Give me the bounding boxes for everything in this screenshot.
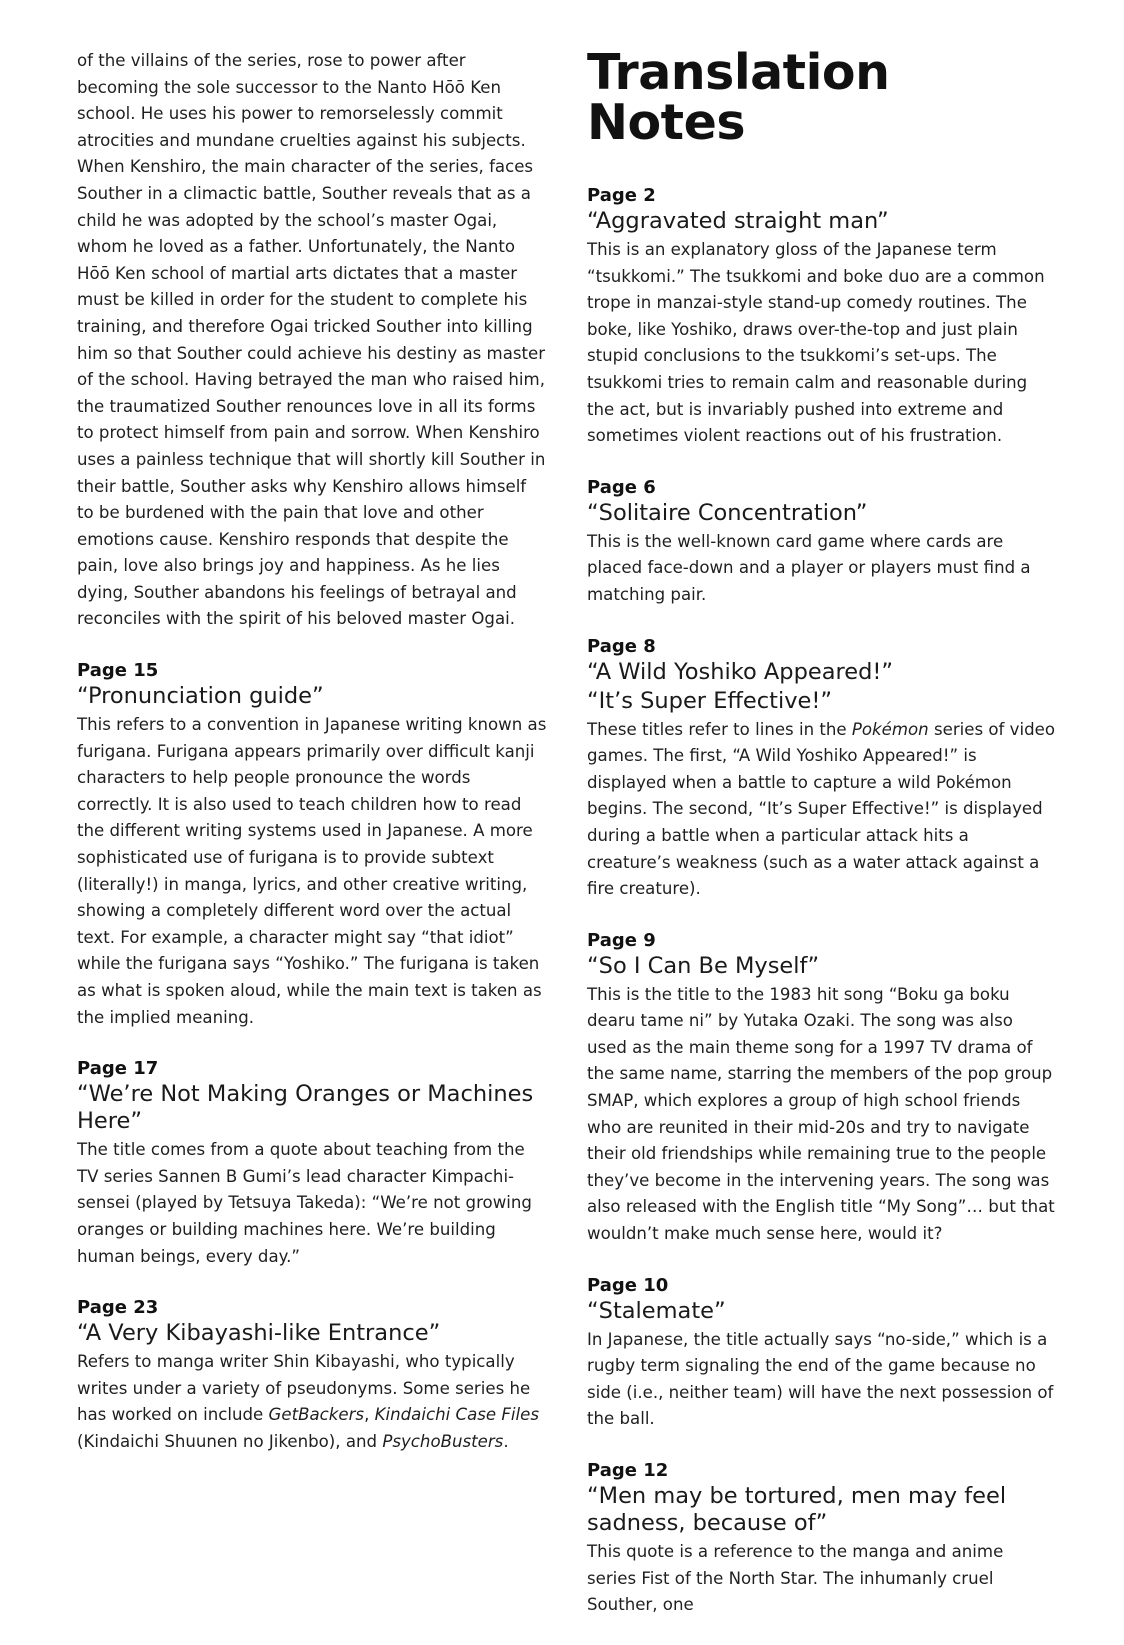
work-title: GetBackers (268, 1405, 365, 1425)
note-page-15 (77, 659, 547, 1031)
note-body (77, 1349, 547, 1455)
note-title: “So I Can Be Myself” (587, 952, 820, 979)
note-body-end: series of video games. The first, “A Wild Yoshiko Appeared!” is displayed when a battle to capture a wild Pokémon begins. The second, “It’s Super Effective!” is displayed during a battle when a particular attack hits a creature’s weakness (such as a water attack against a fire creature). (587, 719, 1055, 899)
note-page-8 (587, 635, 1057, 903)
separator: , (364, 1405, 375, 1425)
work-title: PsychoBusters (382, 1431, 504, 1451)
note-body-mid: (Kindaichi Shuunen no Jikenbo), and (77, 1431, 383, 1451)
note-body-end: . (503, 1431, 509, 1451)
note-body-start: These titles refer to lines in the (587, 719, 852, 739)
note-title: “It’s Super Effective!” (587, 687, 833, 714)
note-body: This is an explanatory gloss of the Japanese term “tsukkomi.” The tsukkomi and boke duo are a common trope in manzai-style stand-up comedy routines. The boke, like Yoshiko, draws over-the-top and just plain stupid conclusions to the tsukkomi’s set-ups. The tsukkomi tries to remain calm and reasonable during the act, but is invariably pushed into extreme and sometimes violent reactions out of his frustration. (587, 240, 1045, 446)
note-body: In Japanese, the title actually says “no-side,” which is a rugby term signaling the end of the game because no side (i.e., neither team) will have the next possession of the ball. (587, 1329, 1054, 1429)
note-title: “A Very Kibayashi-like Entrance” (77, 1320, 441, 1347)
note-page-23 (77, 1296, 547, 1455)
note-page-6 (587, 476, 1057, 609)
game-title: Pokémon (851, 719, 929, 739)
note-page-2 (587, 184, 1057, 450)
page-label: Page 12 (587, 1460, 669, 1481)
page-label: Page 10 (587, 1274, 669, 1296)
note-title: “Aggravated straight man” (587, 208, 889, 234)
page-label: Page 6 (587, 476, 656, 498)
page-label: Page 17 (77, 1058, 159, 1080)
left-column (77, 48, 547, 1482)
note-title: “Solitaire Concentration” (587, 499, 868, 526)
page-label: Page 9 (587, 929, 656, 951)
work-title: Kindaichi Case Files (374, 1405, 539, 1425)
page-label: Page 15 (77, 660, 159, 682)
note-title: “Stalemate” (587, 1297, 726, 1324)
note-page-10 (587, 1274, 1057, 1433)
note-page-9 (587, 929, 1057, 1248)
note-body: This quote is a reference to the manga and anime series Fist of the North Star. The inhumanly cruel Souther, one (587, 1542, 1004, 1615)
note-title: “A Wild Yoshiko Appeared!” (587, 658, 894, 685)
note-page-17 (77, 1057, 547, 1270)
page-title: Translation Notes (587, 44, 890, 151)
note-body: The title comes from a quote about teaching from the TV series Sannen B Gumi’s lead character Kimpachi-sensei (played by Tetsuya Takeda): “We’re not growing oranges or building machines here. We’re building human beings, every day.” (77, 1140, 532, 1266)
note-body-start: Refers to manga writer Shin Kibayashi, who typically writes under a variety of pseudonyms. Some series he has worked on include (77, 1352, 531, 1425)
right-column (587, 44, 1057, 1645)
note-title: “Men may be tortured, men may feel sadness, because of” (587, 1483, 1007, 1536)
note-body: This is the well-known card game where cards are placed face-down and a player or players must find a matching pair. (587, 531, 1031, 604)
note-page-12 (587, 1459, 1057, 1619)
note-body: This refers to a convention in Japanese writing known as furigana. Furigana appears primarily over difficult kanji characters to help people pronounce the words correctly. It is also used to teach children how to read the different writing systems used in Japanese. A more sophisticated use of furigana is to provide subtext (literally!) in manga, lyrics, and other creative writing, showing a completely different word over the actual text. For example, a character might say “that idiot” while the furigana says “Yoshiko.” The furigana is taken as what is spoken aloud, while the main text is taken as the implied meaning. (77, 715, 547, 1027)
note-title: “Pronunciation guide” (77, 683, 324, 710)
note-body (587, 717, 1057, 903)
continuation-text: of the villains of the series, rose to power after becoming the sole successor to the Nanto Hōō Ken school. He uses his power to remorselessly commit atrocities and mundane cruelties against his subjects. When Kenshiro, the main character of the series, faces Souther in a climactic battle, Souther reveals that as a child he was adopted by the school’s master Ogai, whom he loved as a father. Unfortunately, the Nanto Hōō Ken school of martial arts dictates that a master must be killed in order for the student to complete his training, and therefore Ogai tricked Souther into killing him so that Souther could achieve his destiny as master of the school. Having betrayed the man who raised him, the traumatized Souther renounces love in all its forms to protect himself from pain and sorrow. When Kenshiro uses a painless technique that will shortly kill Souther in their battle, Souther asks why Kenshiro allows himself to be burdened with the pain that love and other emotions cause. Kenshiro responds that despite the pain, love also brings joy and happiness. As he lies dying, Souther abandons his feelings of betrayal and reconciles with the spirit of his beloved master Ogai. (77, 51, 546, 629)
page-label: Page 2 (587, 185, 656, 206)
page-label: Page 8 (587, 635, 656, 657)
note-body: This is the title to the 1983 hit song “Boku ga boku dearu tame ni” by Yutaka Ozaki. The song was also used as the main theme song for a 1997 TV drama of the same name, starring the members of the pop group SMAP, which explores a group of high school friends who are reunited in their mid-20s and try to navigate their old friendships while remaining true to the people they’ve become in the intervening years. The song was also released with the English title “My Song”… but that wouldn’t make much sense here, would it? (587, 984, 1055, 1244)
note-title: “We’re Not Making Oranges or Machines Here” (77, 1081, 534, 1135)
page-label: Page 23 (77, 1297, 159, 1319)
